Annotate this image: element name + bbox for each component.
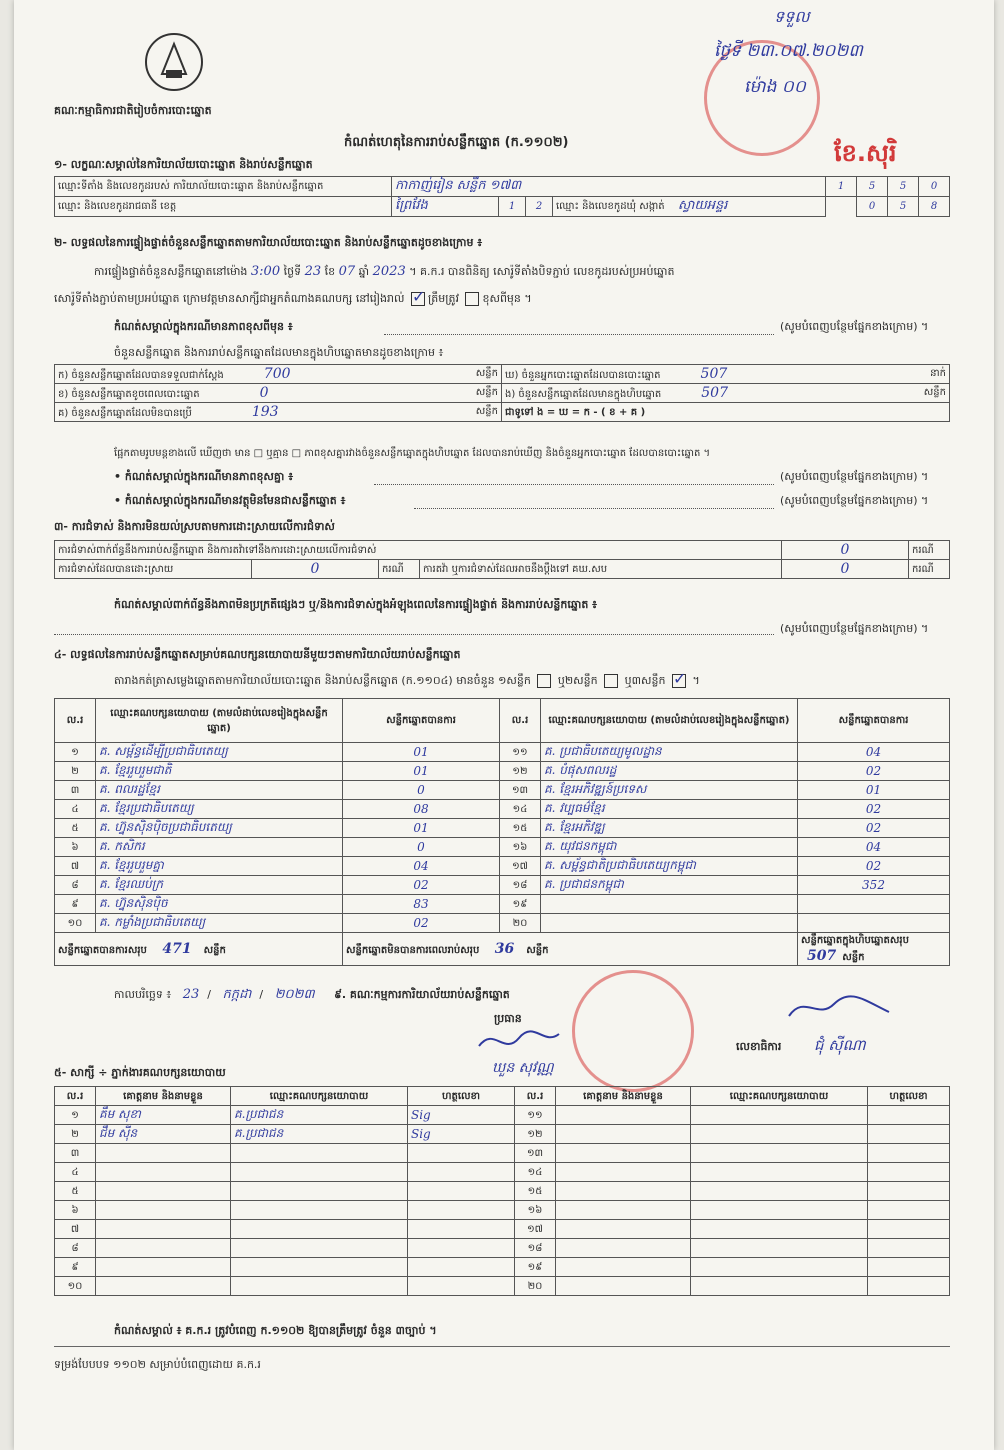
row-no: ៩ [55, 895, 96, 914]
code-digit: 0 [919, 177, 950, 197]
verify-text: ថ្ងៃទី [283, 265, 302, 278]
diff-note-line[interactable] [384, 334, 774, 335]
province-digit: 2 [526, 197, 553, 217]
witness-party [691, 1258, 868, 1277]
diff-note-hint: (សូមបំពេញបន្ថែមផ្នែកខាងក្រោម) ។ [780, 320, 929, 333]
table-row [55, 1144, 950, 1163]
party-name: គ. ខ្មែររួបរួមគ្នា [96, 857, 343, 876]
code-digit: 5 [857, 177, 888, 197]
witness-party [691, 1239, 868, 1258]
unused-label: គ) ចំនួនសន្លឹកឆ្នោតដែលមិនបានប្រើ [58, 407, 192, 419]
bullet-diff-line[interactable] [374, 484, 774, 485]
witness-party [691, 1277, 868, 1296]
verify-text: ការផ្ទៀងផ្ទាត់ចំនួនសន្លឹកឆ្នោតនៅម៉ោង [94, 265, 248, 278]
unit: សន្លឹក [923, 386, 946, 398]
sheet-count-text: តារាងកត់ត្រាសម្លេងឆ្នោតតាមការិយាល័យបោះឆ្នោត និងរាប់សន្លឹកឆ្នោត (ក.១១០៤) មានចំនួន ១សន្លឹក [114, 674, 531, 687]
count-table [54, 364, 950, 422]
witness-party [691, 1163, 868, 1182]
party-name [541, 895, 798, 914]
unit: សន្លឹក [475, 386, 498, 398]
table-row [55, 743, 950, 762]
witness-name [96, 1144, 231, 1163]
party-name: គ. ហ្វ៊ុនស៊ិនប៉ិច [96, 895, 343, 914]
row-no: ១២ [515, 1125, 556, 1144]
one-sheet-checkbox[interactable] [537, 674, 551, 688]
ok-label: ត្រឹមត្រូវ [427, 292, 459, 305]
row-no: ៨ [55, 1239, 96, 1258]
vote-count: 04 [343, 857, 500, 876]
province-digit: 1 [499, 197, 526, 217]
party-name: គ. បំផុសពលរដ្ឋ [541, 762, 798, 781]
sum-invalid-label: សន្លឹកឆ្នោតមិនបានការពេលរាប់សរុប [346, 944, 480, 956]
party-name: គ. កសិករ [96, 838, 343, 857]
party-name: គ. ខ្មែរប្រជាធិបតេយ្យ [96, 800, 343, 819]
complaint-value: 0 [782, 541, 909, 560]
unit: នាក់ [930, 367, 946, 379]
row-no: ១៤ [515, 1163, 556, 1182]
witness-party [231, 1182, 408, 1201]
witness-party [691, 1106, 868, 1125]
complaint-table [54, 540, 950, 579]
voters-value: 507 [700, 365, 728, 382]
sum-valid-label: សន្លឹកឆ្នោតបានការសរុប [58, 944, 147, 956]
col-no: ល.រ [55, 1087, 96, 1106]
col-name: គោត្តនាម និងនាមខ្លួន [96, 1087, 231, 1106]
resolved-value: 0 [252, 560, 379, 579]
col-party: ឈ្មោះគណបក្សនយោបាយ (តាមលំដាប់លេខរៀងក្នុងសន្លឹកឆ្នោត) [541, 699, 798, 743]
vote-count: 02 [798, 857, 950, 876]
col-sign: ហត្ថលេខា [408, 1087, 515, 1106]
voters-label: ឃ) ចំនួនអ្នកបោះឆ្នោតដែលបានបោះឆ្នោត [505, 369, 661, 381]
party-name: គ. ខ្មែរអភិវឌ្ឍន៍ប្រទេស [541, 781, 798, 800]
witness-party [231, 1239, 408, 1258]
vote-count [798, 914, 950, 933]
formula: ជាទូទៅ ង = ឃ = ក - ( ខ + គ ) [502, 403, 950, 422]
unit: ករណី [909, 541, 950, 560]
verify-month: 07 [338, 264, 356, 279]
row-no: ៩ [55, 1258, 96, 1277]
witness-name [96, 1182, 231, 1201]
code-digit: 1 [826, 177, 857, 197]
in-box-label: ង) ចំនួនសន្លឹកឆ្នោតដែលមានក្នុងហិបឆ្នោត [505, 388, 662, 400]
two-sheet-checkbox[interactable] [604, 674, 618, 688]
witness-party [231, 1277, 408, 1296]
witness-signature [408, 1277, 515, 1296]
section3-title: ៣- ការជំទាស់ និងការមិនយល់ស្របតាមការដោះស្រាយលើការជំទាស់ [54, 520, 335, 533]
witness-signature [868, 1220, 950, 1239]
party-name: គ. កម្លាំងប្រជាធិបតេយ្យ [96, 914, 343, 933]
witness-name [556, 1201, 691, 1220]
row-no: ១៥ [500, 819, 541, 838]
row-no: ៤ [55, 800, 96, 819]
sum-valid-value: 471 [162, 940, 192, 957]
verify-day: 23 [304, 264, 322, 279]
party-name: គ. សម្ព័ន្ធដើម្បីប្រជាធិបតេយ្យ [96, 743, 343, 762]
ok-checkbox[interactable] [411, 292, 425, 306]
witness-signature [868, 1144, 950, 1163]
sum-box-value: 507 [807, 948, 837, 964]
location-label: ឈ្មោះទីតាំង និងលេខកូដរបស់ ការិយាល័យបោះឆ្នោត និងរាប់សន្លឹកឆ្នោត [55, 177, 392, 197]
diff-label: ខុសពីមុន [482, 292, 521, 305]
witness-name [556, 1182, 691, 1201]
row-no: ១២ [500, 762, 541, 781]
bullet-object-hint: (សូមបំពេញបន្ថែមផ្នែកខាងក្រោម) ។ [780, 494, 929, 507]
witness-party [691, 1144, 868, 1163]
vote-count: 0 [343, 781, 500, 800]
vote-count: 0 [343, 838, 500, 857]
witness-signature [408, 1182, 515, 1201]
row-no: ១៨ [515, 1239, 556, 1258]
witness-signature [868, 1258, 950, 1277]
diff-checkbox[interactable] [465, 292, 479, 306]
row-no: ១១ [515, 1106, 556, 1125]
diff-note-label: កំណត់សម្គាល់ក្នុងករណីមានភាពខុសពីមុន ៖ [114, 320, 293, 333]
row-no: ១៥ [515, 1182, 556, 1201]
col-party: ឈ្មោះគណបក្សនយោបាយ [691, 1087, 868, 1106]
vote-count: 08 [343, 800, 500, 819]
party-name: គ. ពលរដ្ឋខ្មែរ [96, 781, 343, 800]
province-label: ឈ្មោះ និងលេខកូដរាជធានី ខេត្ត [55, 197, 392, 217]
location-value: កាកាញ់រៀន សន្លឹក ១៧៣ [392, 177, 826, 197]
unused-value: 193 [251, 403, 279, 420]
party-name: គ. ខ្មែរឈប់ក្រ [96, 876, 343, 895]
section2-title: ២- លទ្ធផលនៃការផ្ទៀងផ្ទាត់ចំនួនសន្លឹកឆ្នោតតាមការិយាល័យបោះឆ្នោត និងរាប់សន្លឹកឆ្នោតដូចខាងក្រោម ៖ [54, 236, 483, 249]
vote-count: 04 [798, 838, 950, 857]
witness-name [96, 1258, 231, 1277]
witness-name: គឹម សុខា [96, 1106, 231, 1125]
table-row [55, 857, 950, 876]
code-digit: 5 [888, 177, 919, 197]
table-row [55, 914, 950, 933]
in-box-value: 507 [701, 384, 728, 401]
row-no: ៥ [55, 1182, 96, 1201]
commune-value: ស្វាយអន្ទរ [677, 198, 728, 213]
table-row [55, 1277, 950, 1296]
witness-signature [408, 1220, 515, 1239]
bullet-object-line[interactable] [414, 508, 774, 509]
table-row [55, 895, 950, 914]
witness-signature: Sig [408, 1125, 515, 1144]
witness-name [556, 1106, 691, 1125]
witness-signature [408, 1201, 515, 1220]
sum-box-label: សន្លឹកឆ្នោតក្នុងហិបឆ្នោតសរុប [801, 935, 909, 946]
table-row [55, 1125, 950, 1144]
witness-party [691, 1125, 868, 1144]
office-seal [572, 970, 694, 1092]
commune-digit: 8 [919, 197, 950, 217]
date-month: កក្កដា [222, 987, 252, 1002]
witness-signature [868, 1125, 950, 1144]
footer-rule [54, 1346, 950, 1347]
nec-logo-icon [142, 30, 206, 94]
party-name: គ. ប្រជាធិបតេយ្យមូលដ្ឋាន [541, 743, 798, 762]
vote-count: 02 [343, 914, 500, 933]
spoiled-value: 0 [259, 384, 269, 401]
row-no: ៧ [55, 1220, 96, 1239]
unit: សន្លឹក [526, 944, 549, 956]
votes-table [54, 698, 950, 966]
two-sheet-label: ឬ២សន្លឹក [557, 674, 598, 687]
col-no: ល.រ [515, 1087, 556, 1106]
vote-count: 04 [798, 743, 950, 762]
witness-name [556, 1144, 691, 1163]
row-no: ៤ [55, 1163, 96, 1182]
witness-name [556, 1125, 691, 1144]
row-no: ១១ [500, 743, 541, 762]
witness-signature [868, 1106, 950, 1125]
verify-time: 3:00 [250, 264, 281, 279]
row-no: ១ [55, 1106, 96, 1125]
org-name: គណៈកម្មាធិការជាតិរៀបចំការបោះឆ្នោត [54, 104, 212, 117]
witness-name [556, 1258, 691, 1277]
party-name [541, 914, 798, 933]
bullet-diff-hint: (សូមបំពេញបន្ថែមផ្នែកខាងក្រោម) ។ [780, 470, 929, 483]
table-row [55, 800, 950, 819]
witness-signature: Sig [408, 1106, 515, 1125]
row-no: ១៣ [515, 1144, 556, 1163]
vote-count: 02 [798, 800, 950, 819]
witness-table [54, 1086, 950, 1296]
witness-party [231, 1144, 408, 1163]
sum-invalid-value: 36 [494, 940, 515, 957]
appeal-label: ការតវ៉ា ឬការជំទាស់ដែលអាចនឹងប្តឹងទៅ គឃ.សប [420, 560, 782, 579]
witness-party [691, 1201, 868, 1220]
witness-signature [868, 1182, 950, 1201]
form-footer: ទម្រង់បែបបទ ១១០២ សម្រាប់បំពេញដោយ គ.ក.រ [54, 1358, 261, 1371]
vote-count: 83 [343, 895, 500, 914]
vote-count: 02 [798, 819, 950, 838]
row-no: ១០ [55, 914, 96, 933]
vote-count: 02 [343, 876, 500, 895]
unit: សន្លឹក [475, 405, 498, 417]
secretary-name: ជុំ ស៊ីណា [814, 1036, 866, 1054]
verify-text: សោរ៉ូទីតាំងភ្ជាប់តាមប្រអប់ឆ្នោត ក្រោមវត្តមានសាក្សីជាអ្នកតំណាងគណបក្ស នៅរៀងរាល់ [54, 292, 405, 305]
witness-party [691, 1220, 868, 1239]
table-row [55, 838, 950, 857]
check-line: ផ្អែកតាមរូបមន្តខាងលើ ឃើញថា មាន □ ឬគ្មាន □ ភាពខុសគ្នារវាងចំនួនសន្លឹកឆ្នោតក្នុងហិបឆ្នោត ដែលបានរាប់ឃើញ និងចំនួនអ្នកបោះឆ្នោត ដែលបានបោះឆ្នោត ។ [114, 448, 711, 459]
witness-name [96, 1277, 231, 1296]
spoiled-label: ខ) ចំនួនសន្លឹកឆ្នោតខូចពេលបោះឆ្នោត [58, 388, 200, 400]
footnote: កំណត់សម្គាល់ ៖ គ.ក.រ ត្រូវបំពេញ ក.១១០២ ឱ្យបានត្រឹមត្រូវ ចំនួន ៣ច្បាប់ ។ [114, 1324, 437, 1337]
verify-text: ។ គ.ក.រ បានពិនិត្យ សោរ៉ូទីតាំងបិទភ្ជាប់ លេខកូដរបស់ប្រអប់ឆ្នោត [409, 265, 675, 278]
witness-signature [868, 1201, 950, 1220]
witness-name [556, 1239, 691, 1258]
witness-name [96, 1220, 231, 1239]
witness-name [96, 1201, 231, 1220]
table-row [55, 1163, 950, 1182]
verify-text: ខែ [324, 265, 336, 278]
witness-name [96, 1239, 231, 1258]
three-sheet-checkbox[interactable] [672, 674, 686, 688]
party-name: គ. យុវជនកម្ពុជា [541, 838, 798, 857]
table-row [55, 876, 950, 895]
row-no: ៥ [55, 819, 96, 838]
row-no: ១៦ [515, 1201, 556, 1220]
row-no: ១៩ [500, 895, 541, 914]
chair-signature-icon [474, 1026, 564, 1056]
received-label: ក) ចំនួនសន្លឹកឆ្នោតដែលបានទទួលជាក់ស្តែង [58, 369, 224, 381]
party-name: គ. ខ្មែររួបរួមជាតិ [96, 762, 343, 781]
witness-name [96, 1163, 231, 1182]
commune-label-value [553, 197, 826, 217]
stamp-top-text: ទទួល [774, 7, 810, 26]
table-row [55, 1106, 950, 1125]
committee-label: ៩. គណៈកម្មការការិយាល័យរាប់សន្លឹកឆ្នោត [334, 988, 510, 1001]
chair-label: ប្រធាន [494, 1012, 522, 1025]
row-no: ១ [55, 743, 96, 762]
bullet-object: • កំណត់សម្គាល់ក្នុងករណីមានវត្ថុមិនមែនជាសន្លឹកឆ្នោត ៖ [114, 494, 346, 507]
party-name: គ. សម្ព័ន្ធជាតិប្រជាធិបតេយ្យកម្ពុជា [541, 857, 798, 876]
row-no: ១៧ [515, 1220, 556, 1239]
col-sign: ហត្ថលេខា [868, 1087, 950, 1106]
secretary-label: លេខាធិការ [736, 1040, 782, 1053]
stamp-mark: ខែ.សុរិ [834, 139, 897, 167]
party-name: គ. ខ្មែរអភិវឌ្ឍ [541, 819, 798, 838]
col-name: គោត្តនាម និងនាមខ្លួន [556, 1087, 691, 1106]
col-votes: សន្លឹកឆ្នោតបានការ [343, 699, 500, 743]
verify-year: 2023 [372, 264, 406, 279]
row-no: ១៨ [500, 876, 541, 895]
party-name: គ. ប្រជាជនកម្ពុជា [541, 876, 798, 895]
party-name: គ. វប្បធម៌ខ្មែរ [541, 800, 798, 819]
witness-signature [408, 1239, 515, 1258]
row-no: ២០ [500, 914, 541, 933]
col-no: ល.រ [55, 699, 96, 743]
bullet-diff: • កំណត់សម្គាល់ក្នុងករណីមានភាពខុសគ្នា ៖ [114, 470, 294, 483]
vote-count: 01 [343, 762, 500, 781]
date-label: កាលបរិច្ឆេទ ៖ [114, 988, 172, 1001]
row-no: ១៣ [500, 781, 541, 800]
witness-party [231, 1163, 408, 1182]
table-row [55, 1182, 950, 1201]
row-no: ៦ [55, 838, 96, 857]
received-value: 700 [263, 365, 291, 382]
form-title: កំណត់ហេតុនៃការរាប់សន្លឹកឆ្នោត (ក.១១០២) [344, 135, 569, 150]
table-row [55, 1239, 950, 1258]
date-year: ២០២៣ [274, 987, 315, 1002]
witness-signature [408, 1163, 515, 1182]
vote-count [798, 895, 950, 914]
irregularity-line[interactable] [54, 634, 774, 635]
row-no: ១៤ [500, 800, 541, 819]
verify-text: ឆ្នាំ [358, 265, 370, 278]
table-row [55, 1258, 950, 1277]
table-row [55, 819, 950, 838]
witness-name [556, 1163, 691, 1182]
witness-party: គ.ប្រជាជន [231, 1125, 408, 1144]
province-value: ព្រៃវែង [392, 197, 499, 217]
witness-party [231, 1258, 408, 1277]
table-row [55, 781, 950, 800]
col-votes: សន្លឹកឆ្នោតបានការ [798, 699, 950, 743]
col-party: ឈ្មោះគណបក្សនយោបាយ (តាមលំដាប់លេខរៀងក្នុងសន្លឹកឆ្នោត) [96, 699, 343, 743]
row-no: ៣ [55, 781, 96, 800]
chair-name: ឃួន សុវណ្ណ [492, 1060, 554, 1076]
row-no: ២ [55, 762, 96, 781]
unit: សន្លឹក [203, 944, 226, 956]
unit: សន្លឹក [842, 952, 865, 963]
vote-count: 01 [343, 743, 500, 762]
vote-count: 01 [343, 819, 500, 838]
witness-party: គ.ប្រជាជន [231, 1106, 408, 1125]
section5-title: ៥- សាក្សី ÷ ភ្នាក់ងារគណបក្សនយោបាយ [54, 1066, 226, 1079]
secretary-signature-icon [784, 990, 894, 1024]
table-row [55, 1220, 950, 1239]
commune-digit: 0 [857, 197, 888, 217]
witness-signature [408, 1258, 515, 1277]
witness-signature [408, 1144, 515, 1163]
witness-party [231, 1201, 408, 1220]
row-no: ៧ [55, 857, 96, 876]
stamp-date: ថ្ងៃទី ២៣.០៧.២០២៣ [714, 41, 863, 61]
witness-signature [868, 1163, 950, 1182]
witness-party [691, 1182, 868, 1201]
unit: ករណី [379, 560, 420, 579]
commune-label: ឈ្មោះ និងលេខកូដឃុំ សង្កាត់ [556, 201, 665, 212]
witness-signature [868, 1239, 950, 1258]
sheet-count-line: តារាងកត់ត្រាសម្លេងឆ្នោតតាមការិយាល័យបោះឆ្នោត និងរាប់សន្លឹកឆ្នោត (ក.១១០៤) មានចំនួន ១សន្លឹក ឬ២សន្លឹក ឬ៣សន្លឹក ✓ ។ [114, 674, 700, 690]
row-no: ១៧ [500, 857, 541, 876]
table-row [55, 762, 950, 781]
unit: ករណី [909, 560, 950, 579]
row-no: ៨ [55, 876, 96, 895]
vote-count: 02 [798, 762, 950, 781]
commune-digit: 5 [888, 197, 919, 217]
row-no: ៦ [55, 1201, 96, 1220]
witness-name: ជឹម ស៊ីន [96, 1125, 231, 1144]
stamp-time: ម៉ោង ០០ [744, 77, 806, 97]
witness-party [231, 1220, 408, 1239]
col-party: ឈ្មោះគណបក្សនយោបាយ [231, 1087, 408, 1106]
vote-count: 01 [798, 781, 950, 800]
appeal-value: 0 [782, 560, 909, 579]
verify-line [94, 264, 954, 281]
witness-signature [868, 1277, 950, 1296]
irregularity-note: កំណត់សម្គាល់ពាក់ព័ន្ធនឹងភាពមិនប្រក្រតីផ្សេងៗ ឬ/និងការជំទាស់ក្នុងអំឡុងពេលនៃការផ្ទៀងផ្ទាត់ និងការរាប់សន្លឹកឆ្នោត ៖ [114, 598, 598, 611]
row-no: ១០ [55, 1277, 96, 1296]
unit: សន្លឹក [475, 367, 498, 379]
three-sheet-label: ឬ៣សន្លឹក [624, 674, 666, 687]
date-day: 23 [182, 987, 200, 1002]
table-row [55, 1201, 950, 1220]
complaint-label: ការជំទាស់ពាក់ព័ន្ធនឹងការរាប់សន្លឹកឆ្នោត និងការតវ៉ាទៅនឹងការដោះស្រាយលើការជំទាស់ [55, 541, 782, 560]
form-page [14, 0, 994, 1450]
vote-count: 352 [798, 876, 950, 895]
row-no: ២ [55, 1125, 96, 1144]
party-name: គ. ហ្វ៊ុនស៊ិនប៉ិចប្រជាធិបតេយ្យ [96, 819, 343, 838]
row-no: ១៦ [500, 838, 541, 857]
count-subtitle: ចំនួនសន្លឹកឆ្នោត និងការរាប់សន្លឹកឆ្នោតដែលមានក្នុងហិបឆ្នោតមានដូចខាងក្រោម ៖ [114, 346, 444, 359]
row-no: ២០ [515, 1277, 556, 1296]
resolved-label: ការជំទាស់ដែលបានដោះស្រាយ [55, 560, 252, 579]
verify-line-2: សោរ៉ូទីតាំងភ្ជាប់តាមប្រអប់ឆ្នោត ក្រោមវត្តមានសាក្សីជាអ្នកតំណាងគណបក្ស នៅរៀងរាល់ ✓ ត្រឹមត្រូវ ខុសពីមុន ។ [54, 292, 532, 308]
section1-title: ១- លក្ខណៈសម្គាល់នៃការិយាល័យបោះឆ្នោត និងរាប់សន្លឹកឆ្នោត [54, 158, 313, 171]
row-no: ៣ [55, 1144, 96, 1163]
witness-name [556, 1220, 691, 1239]
section1-table [54, 176, 950, 217]
witness-name [556, 1277, 691, 1296]
col-no: ល.រ [500, 699, 541, 743]
date-line: កាលបរិច្ឆេទ ៖ 23 / កក្កដា / ២០២៣ ៩. គណៈកម្មការការិយាល័យរាប់សន្លឹកឆ្នោត [114, 987, 510, 1002]
section4-title: ៤- លទ្ធផលនៃការរាប់សន្លឹកឆ្នោតសម្រាប់គណបក្សនយោបាយនីមួយៗតាមការិយាល័យរាប់សន្លឹកឆ្នោត [54, 648, 461, 661]
irregularity-hint: (សូមបំពេញបន្ថែមផ្នែកខាងក្រោម) ។ [780, 622, 929, 635]
row-no: ១៩ [515, 1258, 556, 1277]
